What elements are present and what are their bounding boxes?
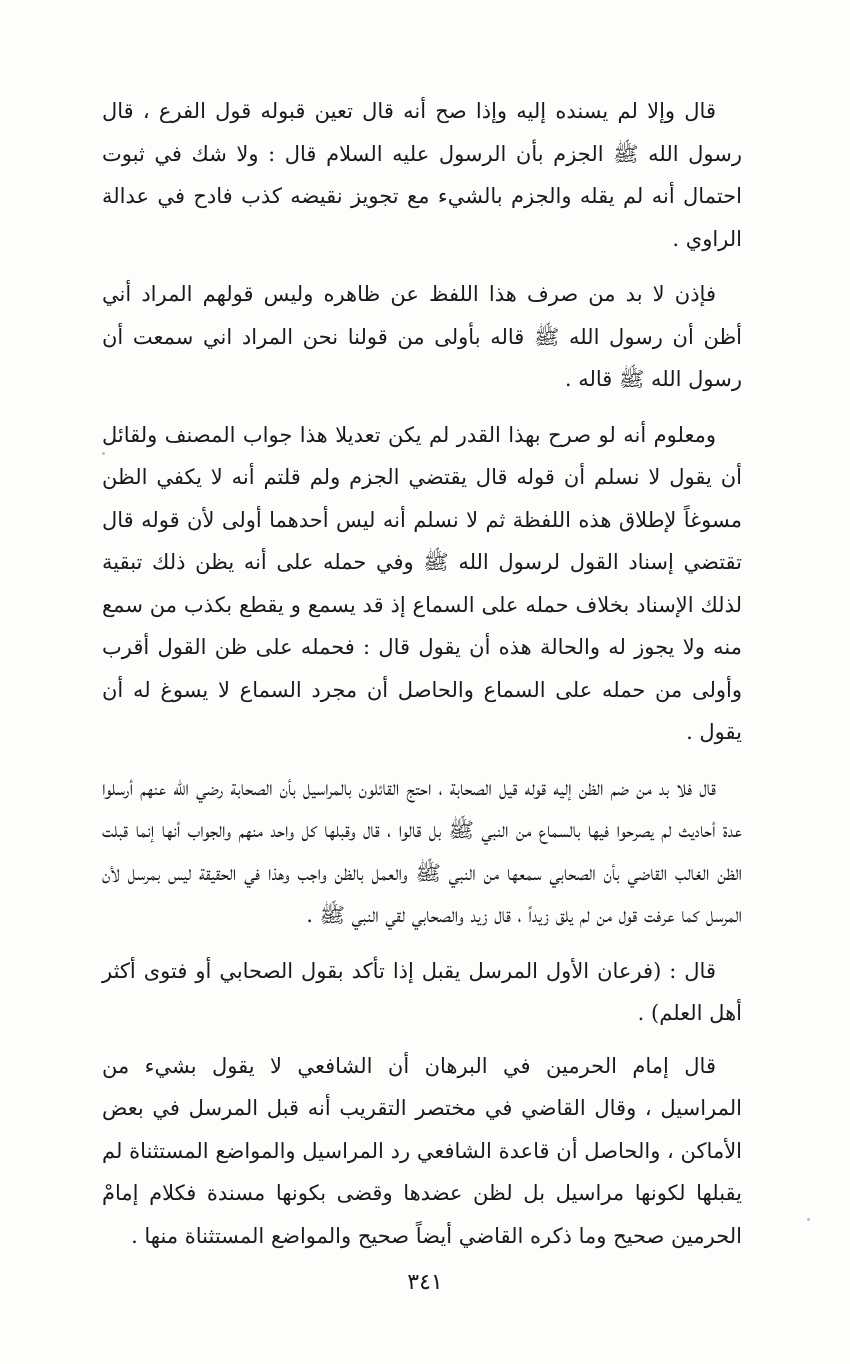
page-number: ٣٤١	[407, 1270, 443, 1295]
margin-speck	[807, 1218, 810, 1221]
body-text	[102, 90, 742, 1270]
paragraph-5: قال : (فرعان الأول المرسل يقبل إذا تأكد بقول الصحابي أو فتوى أكثر أهل العلم) .	[102, 958, 742, 1025]
paragraph-1: قال وإلا لم يسنده إليه وإذا صح أنه قال تعين قبوله قول الفرع ، قال رسول الله ﷺ الجزم بأن الرسول عليه السلام قال : ولا شك في ثبوت احتمال أنه لم يقله والجزم بالشيء مع تجويز نقيضه كذب فادح في عدالة الراوي .	[102, 99, 742, 251]
margin-speck	[102, 452, 105, 455]
paragraph-3: ومعلوم أنه لو صرح بهذا القدر لم يكن تعديلا هذا جواب المصنف ولقائل أن يقول لا نسلم أن قوله قال يقتضي الجزم ولم قلتم أنه لا يكفي الظن مسوغاً لإطلاق هذه اللفظة ثم لا نسلم أنه ليس أحدهما أولى لأن قوله قال تقتضي إسناد القول لرسول الله ﷺ وفي حمله على أنه يظن ذلك تبقية لذلك الإسناد بخلاف حمله على السماع إذ قد يسمع و يقطع بكذب من سمع منه ولا يجوز له والحالة هذه أن يقول قال : فحمله على ظن القول أقرب وأولى من حمله على السماع والحاصل أن مجرد السماع لا يسوغ له أن يقول .	[102, 422, 742, 744]
paragraph-4: قال فلا بد من ضم الظن إليه قوله قيل الصحابة ، احتج القائلون بالمراسيل بأن الصحابة رضي الله عنهم أرسلوا عدة أحاديث لم يصرحوا فيها بالسماع من النبي ﷺ بل قالوا ، قال وقبلها كل واحد منهم والجواب أنها إنما قبلت الظن الغالب القاضي بأن الصحابي سمعها من النبي ﷺ والعمل بالظن واجب وهذا في الحقيقة ليس بمرسل لأن المرسل كما عرفت قول من لم يلق زيداً ، قال زيد والصحابي لقي النبي ﷺ .	[102, 775, 742, 927]
paragraph-2: فإذن لا بد من صرف هذا اللفظ عن ظاهره وليس قولهم المراد أني أظن أن رسول الله ﷺ قاله بأولى من قولنا نحن المراد اني سمعت أن رسول الله ﷺ قاله .	[102, 282, 742, 391]
paragraph-6: قال إمام الحرمين في البرهان أن الشافعي لا يقول بشيء من المراسيل ، وقال القاضي في مختصر التقريب أنه قبل المرسل في بعض الأماكن ، والحاصل أن قاعدة الشافعي رد المراسيل والمواضع المستثناة لم يقبلها لكونها مراسيل بل لظن عضدها وقضى بكونها مسندة فكلام إمامْ الحرمين صحيح وما ذكره القاضي أيضاً صحيح والمواضع المستثناة منها .	[102, 1053, 742, 1248]
